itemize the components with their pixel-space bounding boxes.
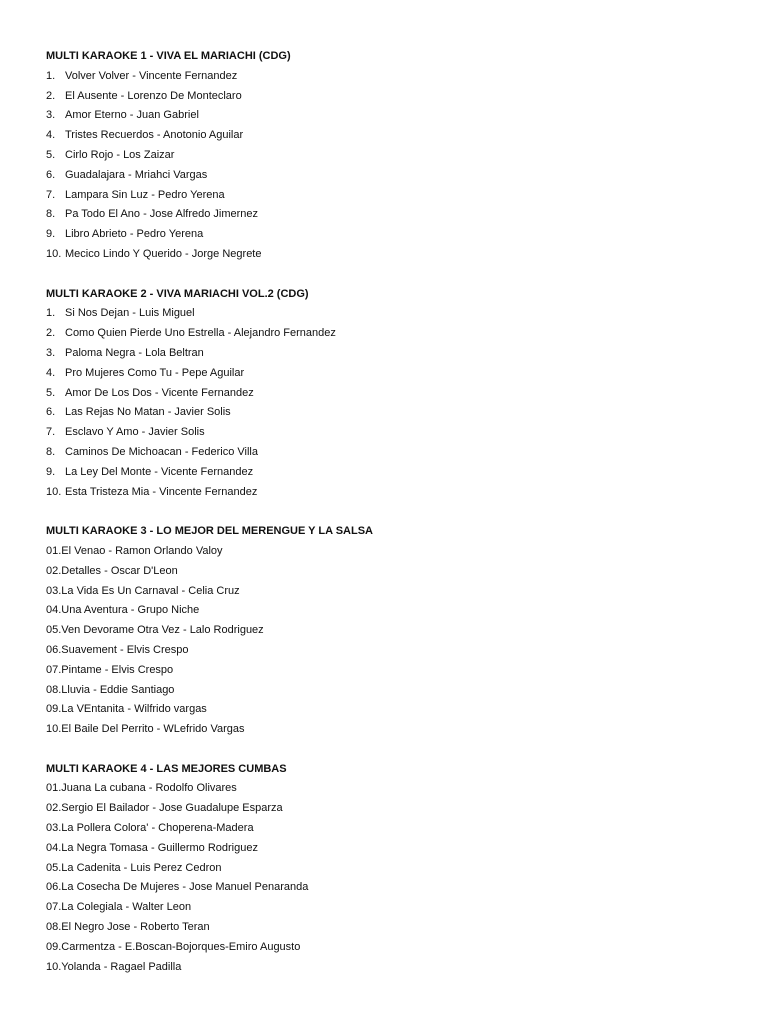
song-item — [46, 67, 746, 87]
song-text: Volver Volver - Vincente Fernandez — [65, 69, 238, 82]
song-number: 06. — [46, 881, 62, 894]
song-text: Carmentza - E.Boscan-Bojorques-Emiro Augusto — [61, 940, 301, 953]
document-page — [46, 47, 746, 997]
song-item — [46, 463, 746, 483]
song-text: Lampara Sin Luz - Pedro Yerena — [65, 188, 225, 201]
song-text: La Negra Tomasa - Guillermo Rodriguez — [61, 841, 258, 854]
song-item — [46, 186, 746, 206]
song-number: 04. — [46, 841, 62, 854]
album-section-1 — [46, 47, 746, 265]
song-item — [46, 205, 746, 225]
song-number: 01. — [46, 782, 62, 795]
song-number: 08. — [46, 683, 62, 696]
song-number: 1. — [46, 69, 56, 82]
song-number: 2. — [46, 89, 56, 102]
song-number: 05. — [46, 624, 62, 637]
song-number: 07. — [46, 901, 62, 914]
song-text: Amor De Los Dos - Vicente Fernandez — [65, 386, 254, 399]
song-item — [46, 542, 746, 562]
song-item — [46, 384, 746, 404]
song-text: Libro Abrieto - Pedro Yerena — [65, 228, 204, 241]
song-item — [46, 443, 746, 463]
song-list — [46, 304, 746, 502]
song-item — [46, 483, 746, 503]
song-text: Como Quien Pierde Uno Estrella - Alejandro Fernandez — [65, 327, 336, 340]
song-text: Pro Mujeres Como Tu - Pepe Aguilar — [65, 366, 245, 379]
song-text: Mecico Lindo Y Querido - Jorge Negrete — [65, 247, 262, 260]
song-text: Amor Eterno - Juan Gabriel — [65, 109, 199, 122]
song-number: 10. — [46, 485, 62, 498]
song-item — [46, 146, 746, 166]
song-number: 09. — [46, 703, 62, 716]
song-number: 04. — [46, 604, 62, 617]
song-text: La Ley Del Monte - Vicente Fernandez — [65, 465, 254, 478]
song-text: Tristes Recuerdos - Anotonio Aguilar — [65, 129, 244, 142]
song-text: La Vida Es Un Carnaval - Celia Cruz — [61, 584, 240, 597]
song-text: Paloma Negra - Lola Beltran — [65, 346, 204, 359]
song-number: 05. — [46, 861, 62, 874]
song-list — [46, 67, 746, 265]
song-item — [46, 938, 746, 958]
song-number: 08. — [46, 921, 62, 934]
song-item — [46, 700, 746, 720]
song-number: 6. — [46, 168, 56, 181]
song-item — [46, 106, 746, 126]
song-item — [46, 681, 746, 701]
song-number: 10. — [46, 247, 62, 260]
song-text: Yolanda - Ragael Padilla — [61, 960, 182, 973]
song-item — [46, 344, 746, 364]
song-text: Una Aventura - Grupo Niche — [61, 604, 200, 617]
song-text: Suavement - Elvis Crespo — [61, 643, 189, 656]
song-item — [46, 859, 746, 879]
song-number: 3. — [46, 109, 56, 122]
song-item — [46, 403, 746, 423]
song-item — [46, 819, 746, 839]
song-number: 8. — [46, 208, 56, 221]
song-number: 9. — [46, 228, 56, 241]
album-title: MULTI KARAOKE 4 - LAS MEJORES CUMBAS — [46, 762, 287, 775]
song-number: 07. — [46, 663, 62, 676]
album-title: MULTI KARAOKE 1 - VIVA EL MARIACHI (CDG) — [46, 50, 291, 62]
song-text: Guadalajara - Mriahci Vargas — [65, 168, 208, 181]
song-number: 06. — [46, 643, 62, 656]
song-number: 5. — [46, 148, 56, 161]
song-text: Las Rejas No Matan - Javier Solis — [65, 406, 231, 419]
album-section-3 — [46, 522, 746, 740]
song-number: 01. — [46, 544, 62, 557]
song-item — [46, 898, 746, 918]
song-text: Pintame - Elvis Crespo — [61, 663, 174, 676]
song-item — [46, 839, 746, 859]
song-text: Esta Tristeza Mia - Vincente Fernandez — [65, 485, 258, 498]
song-text: Lluvia - Eddie Santiago — [61, 683, 175, 696]
song-item — [46, 641, 746, 661]
song-item — [46, 324, 746, 344]
song-number: 02. — [46, 564, 62, 577]
song-item — [46, 225, 746, 245]
song-list — [46, 542, 746, 740]
song-number: 03. — [46, 822, 62, 835]
song-item — [46, 878, 746, 898]
song-item — [46, 918, 746, 938]
song-number: 10. — [46, 960, 62, 973]
song-item — [46, 958, 746, 978]
song-text: La VEntanita - Wilfrido vargas — [61, 703, 207, 716]
song-item — [46, 304, 746, 324]
song-item — [46, 601, 746, 621]
song-number: 10. — [46, 723, 62, 736]
song-text: La Cadenita - Luis Perez Cedron — [61, 861, 222, 874]
song-number: 6. — [46, 406, 56, 419]
song-text: El Negro Jose - Roberto Teran — [61, 921, 210, 934]
song-item — [46, 621, 746, 641]
song-item — [46, 799, 746, 819]
song-number: 8. — [46, 445, 56, 458]
song-number: 02. — [46, 802, 62, 815]
song-text: La Cosecha De Mujeres - Jose Manuel Penaranda — [61, 881, 309, 894]
song-text: El Baile Del Perrito - WLefrido Vargas — [61, 723, 245, 736]
song-item — [46, 562, 746, 582]
song-text: Esclavo Y Amo - Javier Solis — [65, 426, 205, 439]
song-number: 2. — [46, 327, 56, 340]
song-item — [46, 166, 746, 186]
song-number: 4. — [46, 129, 56, 142]
song-item — [46, 720, 746, 740]
song-text: Detalles - Oscar D'Leon — [61, 564, 178, 577]
song-item — [46, 779, 746, 799]
album-section-2 — [46, 285, 746, 503]
song-number: 7. — [46, 426, 56, 439]
song-number: 03. — [46, 584, 62, 597]
song-text: Ven Devorame Otra Vez - Lalo Rodriguez — [61, 624, 264, 637]
song-list — [46, 779, 746, 977]
song-number: 5. — [46, 386, 56, 399]
song-number: 09. — [46, 940, 62, 953]
album-section-4 — [46, 760, 746, 978]
song-number: 1. — [46, 307, 56, 320]
song-item — [46, 126, 746, 146]
song-text: Juana La cubana - Rodolfo Olivares — [61, 782, 237, 795]
song-number: 4. — [46, 366, 56, 379]
song-item — [46, 87, 746, 107]
song-text: El Ausente - Lorenzo De Monteclaro — [65, 89, 242, 102]
song-item — [46, 661, 746, 681]
song-text: Cirlo Rojo - Los Zaizar — [65, 148, 175, 161]
song-number: 7. — [46, 188, 56, 201]
song-number: 9. — [46, 465, 56, 478]
song-item — [46, 582, 746, 602]
song-item — [46, 423, 746, 443]
song-text: Si Nos Dejan - Luis Miguel — [65, 307, 195, 320]
song-text: La Colegiala - Walter Leon — [61, 901, 192, 914]
song-text: La Pollera Colora' - Choperena-Madera — [61, 822, 254, 835]
song-text: Caminos De Michoacan - Federico Villa — [65, 445, 258, 458]
song-text: Sergio El Bailador - Jose Guadalupe Esparza — [61, 802, 283, 815]
song-text: El Venao - Ramon Orlando Valoy — [61, 544, 223, 557]
album-title: MULTI KARAOKE 2 - VIVA MARIACHI VOL.2 (CDG) — [46, 287, 309, 300]
album-title: MULTI KARAOKE 3 - LO MEJOR DEL MERENGUE Y LA SALSA — [46, 525, 373, 538]
song-text: Pa Todo El Ano - Jose Alfredo Jimernez — [65, 208, 259, 221]
song-number: 3. — [46, 346, 56, 359]
song-item — [46, 364, 746, 384]
song-item — [46, 245, 746, 265]
